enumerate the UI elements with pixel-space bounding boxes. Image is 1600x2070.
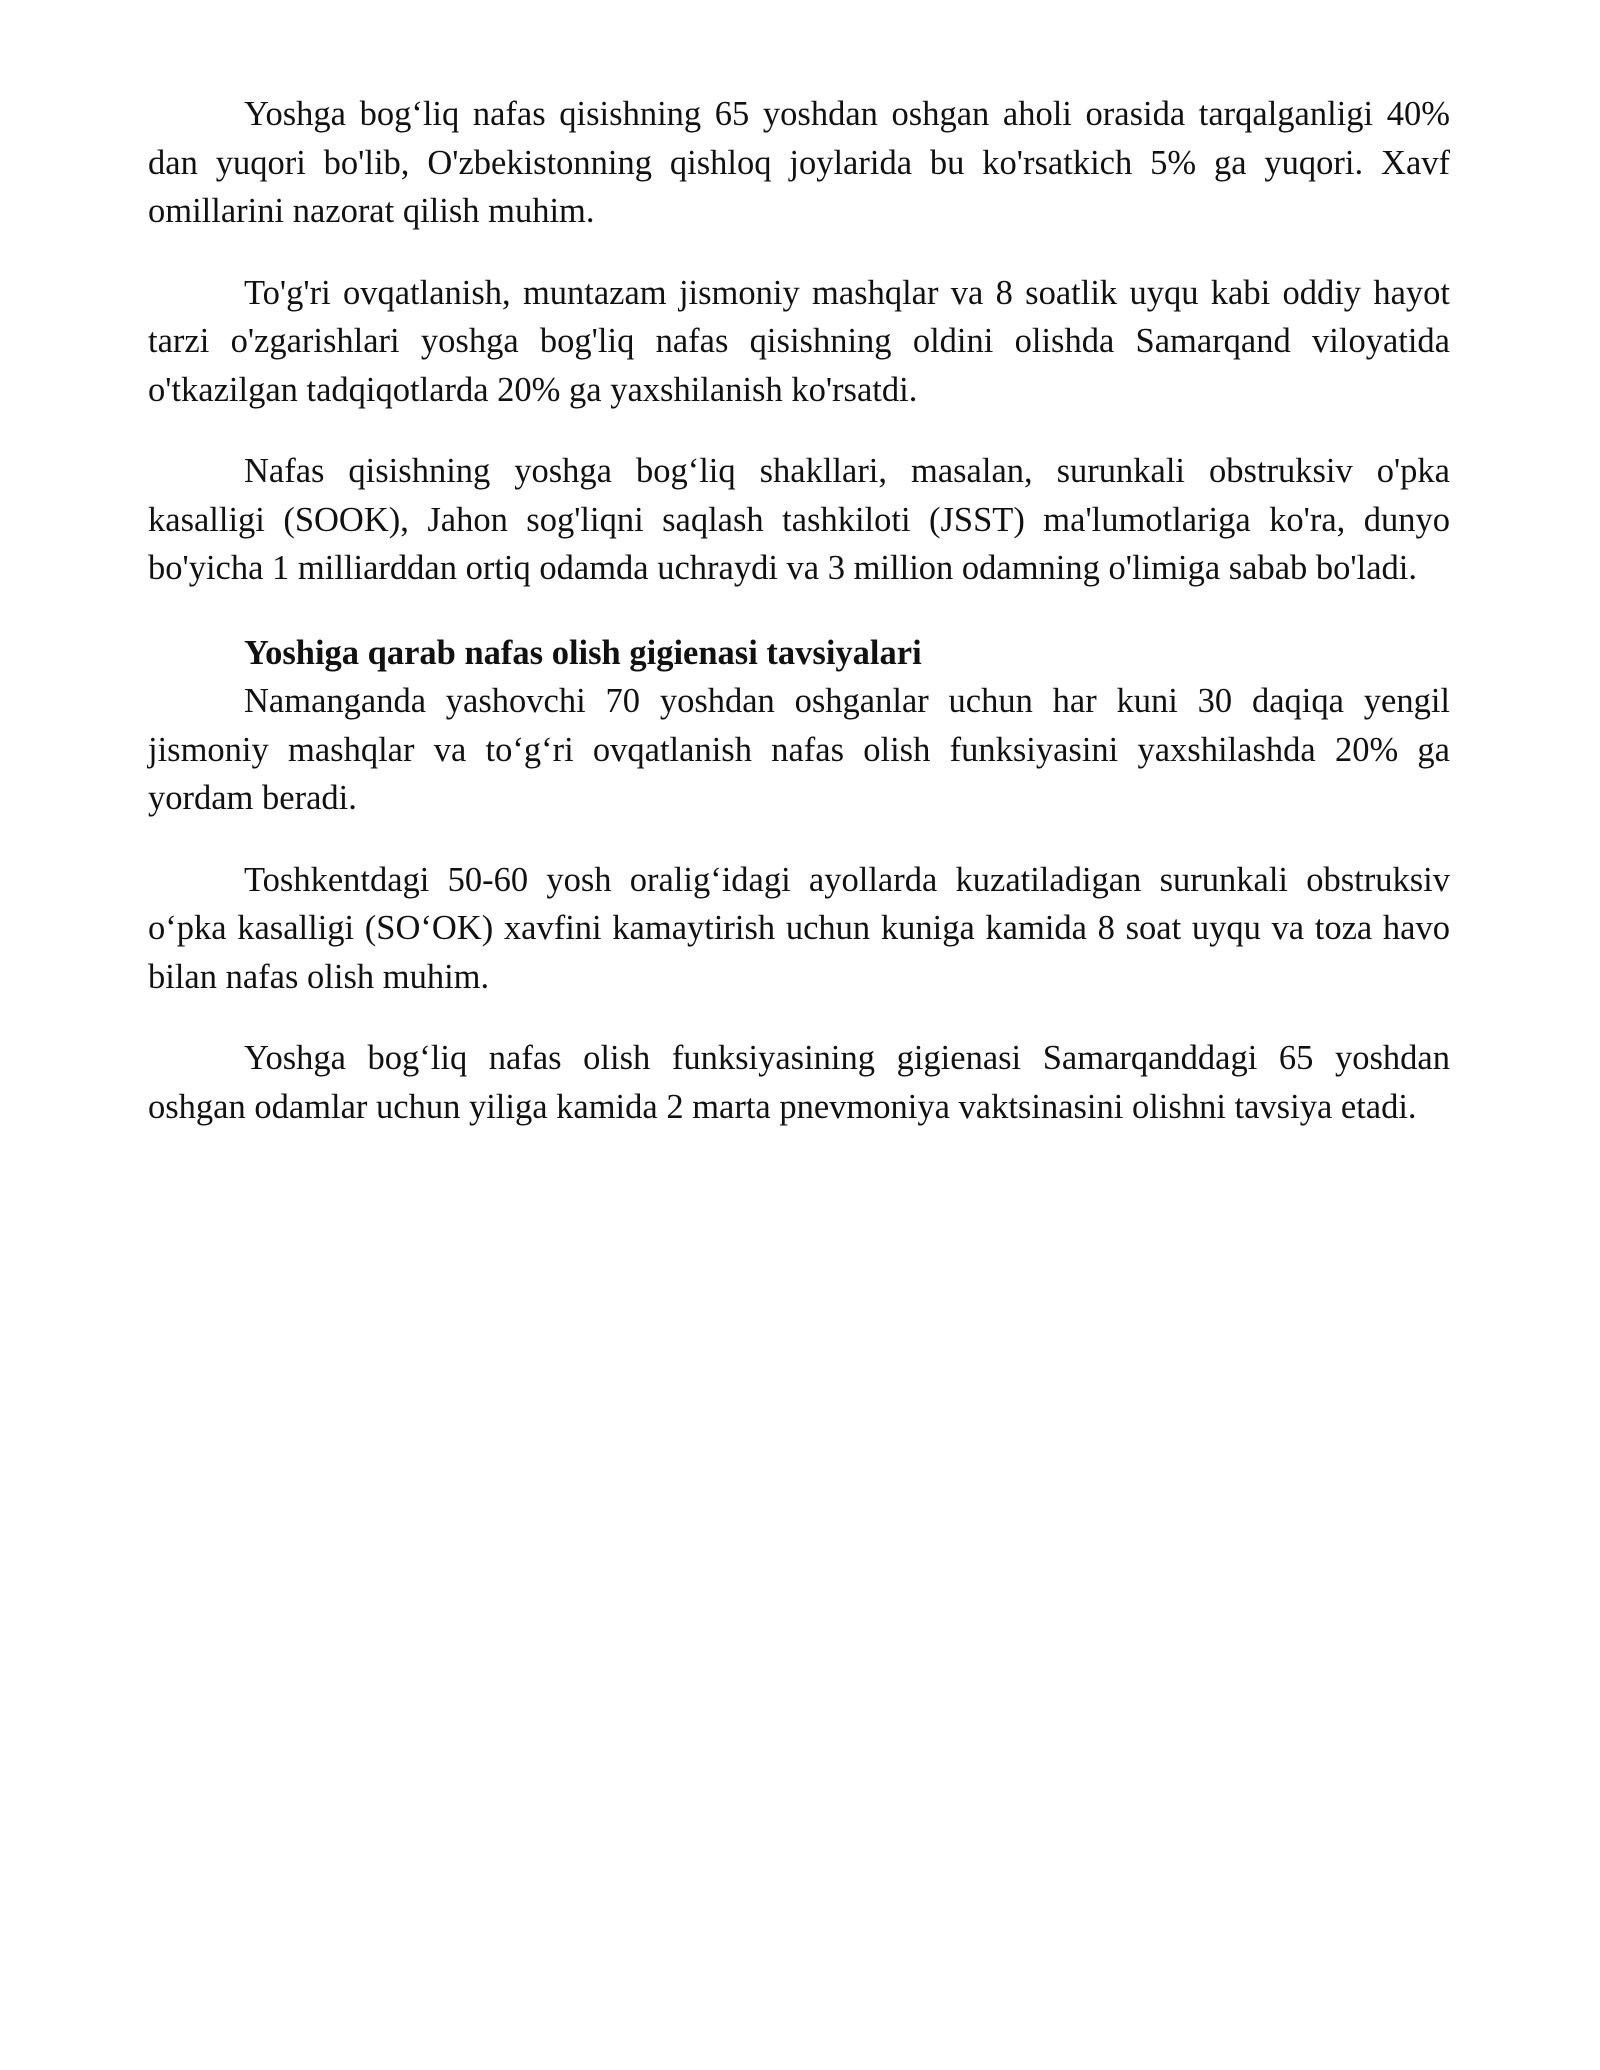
document-page [148, 90, 1450, 1164]
section-heading: Yoshiga qarab nafas olish gigienasi tavsiyalari [244, 633, 922, 672]
paragraph: To'g'ri ovqatlanish, muntazam jismoniy mashqlar va 8 soatlik uyqu kabi oddiy hayot tarzi o'zgarishlari yoshga bog'liq nafas qisishning oldini olishda Samarqand viloyatida o'tkazilgan tadqiqotlarda 20% ga yaxshilanish ko'rsatdi. [148, 273, 1450, 409]
paragraph: Toshkentdagi 50-60 yosh oralig‘idagi ayollarda kuzatiladigan surunkali obstruksiv o‘pka kasalligi (SO‘OK) xavfini kamaytirish uchun kuniga kamida 8 soat uyqu va toza havo bilan nafas olish muhim. [148, 860, 1450, 996]
paragraph: Yoshga bog‘liq nafas olish funksiyasining gigienasi Samarqanddagi 65 yoshdan oshgan odamlar uchun yiliga kamida 2 marta pnevmoniya vaktsinasini olishni tavsiya etadi. [148, 1039, 1450, 1126]
paragraph: Namanganda yashovchi 70 yoshdan oshganlar uchun har kuni 30 daqiqa yengil jismoniy mashqlar va to‘g‘ri ovqatlanish nafas olish funksiyasini yaxshilashda 20% ga yordam beradi. [148, 682, 1450, 817]
paragraph: Yoshga bog‘liq nafas qisishning 65 yoshdan oshgan aholi orasida tarqalganligi 40% dan yuqori bo'lib, O'zbekistonning qishloq joylarida bu ko'rsatkich 5% ga yuqori. Xavf omillarini nazorat qilish muhim. [148, 95, 1450, 230]
paragraph: Nafas qisishning yoshga bog‘liq shakllari, masalan, surunkali obstruksiv o'pka kasalligi (SOOK), Jahon sog'liqni saqlash tashkiloti (JSST) ma'lumotlariga ko'ra, dunyo bo'yicha 1 milliarddan ortiq odamda uchraydi va 3 million odamning o'limiga sabab bo'ladi. [148, 452, 1450, 587]
